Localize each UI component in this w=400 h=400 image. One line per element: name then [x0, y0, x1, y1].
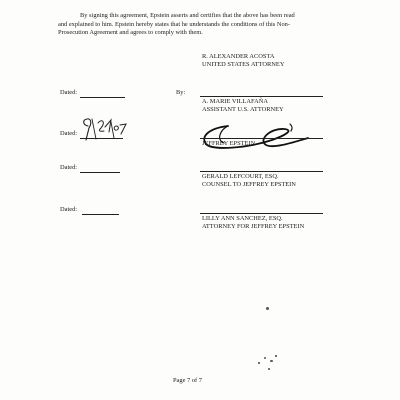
villafana-title: ASSISTANT U.S. ATTORNEY	[202, 106, 284, 113]
epstein-name: JEFFREY EPSTEIN	[202, 140, 256, 147]
us-attorney-name: R. ALEXANDER ACOSTA	[202, 53, 275, 60]
signature-line-lefcourt	[200, 171, 323, 172]
paragraph-line-3: Prosecution Agreement and agrees to comply with them.	[58, 29, 203, 37]
us-attorney-title: UNITED STATES ATTORNEY	[202, 61, 285, 68]
paragraph-line-1: By signing this agreement, Epstein asserts and certifies that the above has been read	[80, 12, 295, 19]
scan-speck	[264, 357, 266, 359]
dated-label-sanchez: Dated:	[60, 206, 78, 213]
date-line-epstein	[80, 138, 123, 139]
dated-label-villafana: Dated:	[60, 89, 78, 96]
signature-line-villafana	[200, 96, 323, 97]
page-number: Page 7 of 7	[173, 377, 202, 384]
lefcourt-name: GERALD LEFCOURT, ESQ.	[202, 173, 279, 180]
villafana-name: A. MARIE VILLAFAÑA	[202, 98, 268, 105]
paragraph-line-2: and explained to him. Epstein hereby states that he understands the conditions of this Non-	[58, 20, 290, 28]
date-line-sanchez	[82, 214, 119, 215]
sanchez-title: ATTORNEY FOR JEFFREY EPSTEIN	[202, 223, 305, 230]
scan-speck	[268, 368, 270, 370]
scan-speck	[266, 307, 269, 310]
dated-label-lefcourt: Dated:	[60, 164, 78, 171]
lefcourt-title: COUNSEL TO JEFFREY EPSTEIN	[202, 181, 296, 188]
epstein-signature-drawing	[198, 120, 316, 154]
by-label: By:	[176, 89, 186, 96]
signature-line-epstein	[200, 138, 323, 139]
signature-line-sanchez	[200, 213, 323, 214]
scan-speck	[258, 362, 260, 364]
acknowledgement-paragraph	[58, 12, 348, 38]
date-line-villafana	[80, 97, 125, 98]
scan-speck	[275, 355, 277, 357]
scan-speck	[270, 360, 273, 362]
sanchez-name: LILLY ANN SANCHEZ, ESQ.	[202, 215, 283, 222]
epstein-signature	[198, 120, 316, 154]
dated-label-epstein: Dated:	[60, 130, 78, 137]
date-line-lefcourt	[80, 172, 120, 173]
